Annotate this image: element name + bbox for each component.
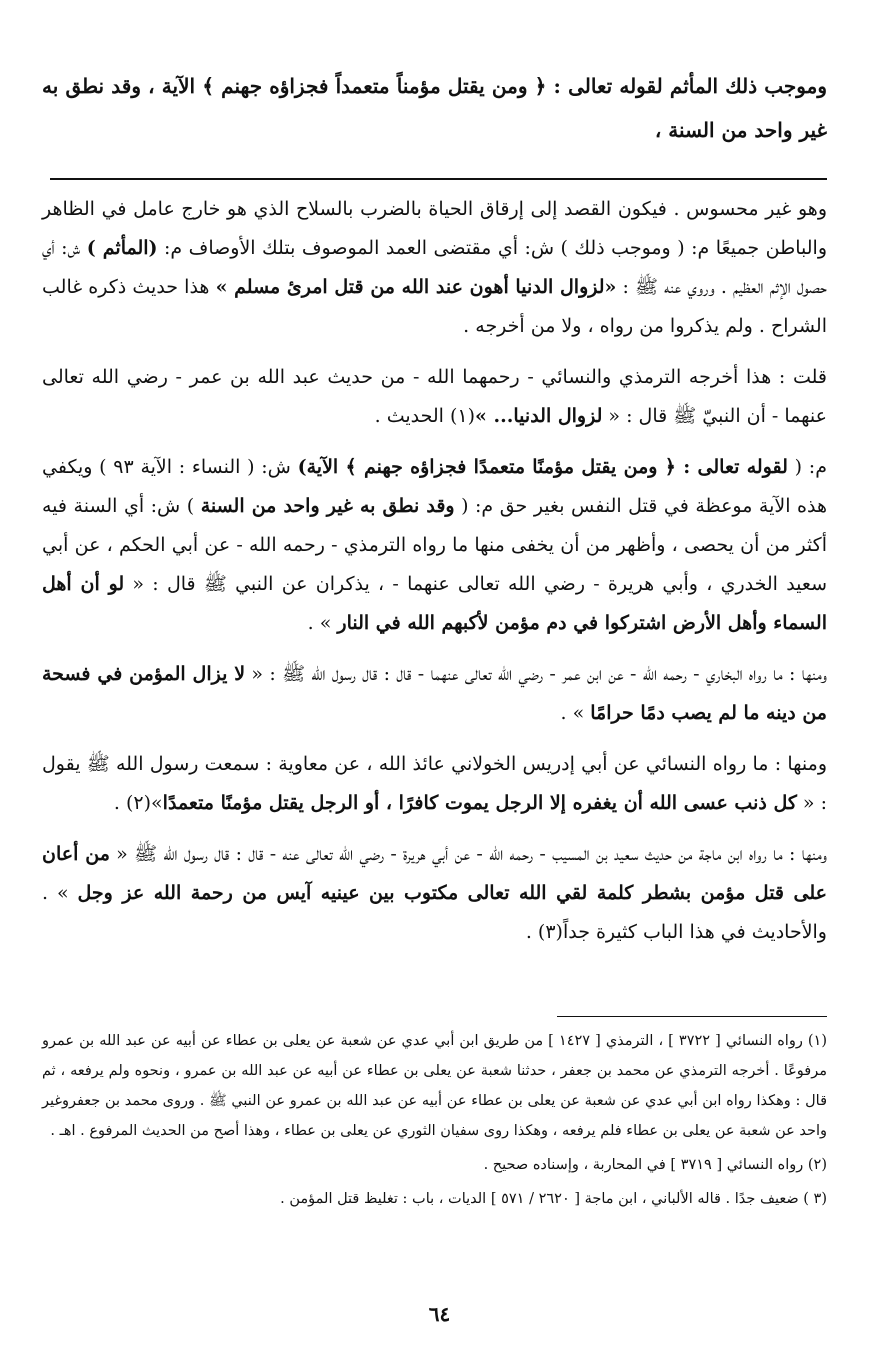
text-run: قلت : هذا أخرجه الترمذي والنسائي - رحمهما الله - من حديث عبد الله بن عمر - رضي الله تعالى عنهما - أن النبيّ ﷺ قال : «	[42, 366, 827, 427]
text-run-bold: وقد نطق به غير واحد من السنة	[200, 495, 455, 517]
commentary-paragraph-5	[42, 745, 827, 823]
text-run: ومنها : ما رواه ابن ماجة من حديث سعيد بن المسيب - رحمه الله - عن أبي هريرة - رضي الله تعالى عنه - قال : قال رسول الله ﷺ «	[109, 843, 827, 865]
text-run: م: (	[787, 456, 827, 478]
text-run: ) ش: أي السنة فيه أكثر من أن يحصى ، وأظهر من أن يخفى منها ما رواه الترمذي - رحمه الله - عن أبي الحكم ، عن أبي سعيد الخدري ، وأبي هريرة - رضي الله تعالى عنهما - ، يذكران عن النبي ﷺ قال : «	[42, 495, 827, 595]
text-run-bold: كل ذنب عسى الله أن يغفره إلا الرجل يموت كافرًا ، أو الرجل يقتل مؤمنًا متعمدًا	[162, 792, 797, 814]
text-run: » . والأحاديث في هذا الباب كثيرة جداً(٣) .	[42, 882, 827, 943]
footnote-3: (٣ ) ضعيف جدًا . قاله الألباني ، ابن ماجة [ ٢٦٢٠ / ٥٧١ ] الديات ، باب : تغليظ قتل المؤمن .	[280, 1191, 827, 1207]
commentary-paragraph-4	[42, 655, 827, 733]
commentary-paragraph-3	[42, 448, 827, 643]
footnote-2: (٢) رواه النسائي [ ٣٧١٩ ] في المحاربة ، وإسناده صحيح .	[483, 1157, 827, 1173]
commentary-paragraph-1	[42, 190, 827, 346]
text-run-bold: لا يزال المؤمن في فسحة من دينه ما لم يصب دمًا حرامًا	[42, 663, 827, 724]
text-run: وهو غير محسوس . فيكون القصد إلى إرقاق الحياة بالضرب بالسلاح الذي هو خارج عامل في الظاهر والباطن جميعًا م: ( وموجب ذلك ) ش: أي مقتضى العمد الموصوف بتلك الأوصاف م:	[42, 198, 827, 259]
text-run-bold: «لزوال الدنيا أهون عند الله من قتل امرئ مسلم »	[215, 276, 617, 298]
main-text: وموجب ذلك المأثم لقوله تعالى : ﴿ ومن يقتل مؤمناً متعمداً فجزاؤه جهنم ﴾ الآية ، وقد نطق به غير واحد من السنة ،	[42, 74, 827, 142]
text-run: » .	[307, 612, 338, 634]
text-run: »(٢) .	[113, 792, 163, 814]
text-run: هذا حديث ذكره غالب الشراح . ولم يذكروا من رواه ، ولا من أخرجه .	[42, 276, 827, 337]
text-run: ومنها : ما رواه البخاري - رحمه الله - عن ابن عمر - رضي الله تعالى عنهما - قال : قال رسول الله ﷺ : «	[245, 663, 827, 685]
commentary-section	[42, 190, 827, 964]
text-run: ومنها : ما رواه النسائي عن أبي إدريس الخولاني عائذ الله ، عن معاوية : سمعت رسول الله ﷺ يقول : «	[42, 753, 827, 814]
text-run-bold: لزوال الدنيا... »	[475, 405, 603, 427]
text-run-bold: لقوله تعالى : ﴿ ومن يقتل مؤمنًا متعمدًا فجزاؤه جهنم ﴾ الآية)	[297, 456, 788, 478]
text-run: ش: أي حصول الإثم العظيم . وروي عنه ﷺ :	[42, 237, 827, 298]
footnote-1: (١) رواه النسائي [ ٣٧٢٢ ] ، الترمذي [ ١٤٢٧ ] من طريق ابن أبي عدي عن شعبة عن يعلى بن عطاء عن أبيه عن عبد الله بن عمرو مرفوعًا . أخرجه الترمذي عن محمد بن جعفر ، حدثنا شعبة عن يعلى بن عطاء عن أبيه عن عبد الله بن عمرو ، ونحوه ولم يرفعه ، ثم قال : وهكذا رواه ابن أبي عدي عن شعبة عن يعلى بن عطاء عن أبيه عن عبد الله بن عمرو عن النبي ﷺ . وروى محمد بن جعفروغير واحد عن شعبة عن يعلى بن عطاء فلم يرفعه ، وهكذا روى سفيان الثوري عن يعلى بن عطاء ، وهذا أصح من الحديث المرفوع . اهـ .	[42, 1033, 828, 1139]
text-run-bold: (المأثم )	[86, 237, 158, 259]
commentary-paragraph-6	[42, 835, 827, 952]
text-run: (١) الحديث .	[374, 405, 476, 427]
footnotes-divider	[557, 1016, 827, 1017]
main-text-divider	[50, 178, 827, 180]
text-run: ش: ( النساء : الآية ٩٣ ) ويكفي هذه الآية موعظة في قتل النفس بغير حق م: (	[42, 456, 827, 517]
footnotes-section	[42, 1026, 827, 1218]
page-number: ٦٤	[428, 1302, 451, 1326]
text-run: » .	[560, 702, 591, 724]
commentary-paragraph-2	[42, 358, 827, 436]
text-run-bold: لو أن أهل السماء وأهل الأرض اشتركوا في دم مؤمن لأكبهم الله في النار	[42, 573, 827, 634]
text-run-bold: من أعان على قتل مؤمن بشطر كلمة لقي الله تعالى مكتوب بين عينيه آيس من رحمة الله عز وجل	[42, 843, 827, 904]
